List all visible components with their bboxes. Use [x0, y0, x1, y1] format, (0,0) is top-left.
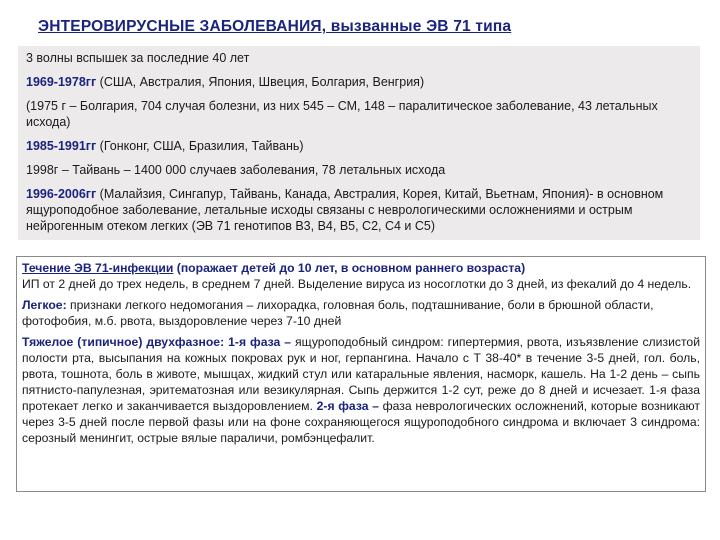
period-1 — [26, 74, 692, 90]
page-title: ЭНТЕРОВИРУСНЫЕ ЗАБОЛЕВАНИЯ, вызванные ЭВ 71 типа — [38, 18, 512, 35]
outbreak-history — [18, 46, 700, 240]
mild-text: признаки легкого недомогания – лихорадка, головная боль, подташнивание, боли в брюшной области, фотофобия, м.б. рвота, выздоровление через 7-10 дней — [22, 298, 654, 328]
period-2 — [26, 138, 692, 154]
period-2-countries: (Гонконг, США, Бразилия, Тайвань) — [96, 139, 304, 153]
taiwan-1998: 1998г – Тайвань – 1400 000 случаев заболевания, 78 летальных исхода — [26, 163, 446, 177]
phase-2-label: 2-я фаза – — [316, 399, 379, 413]
course-heading: Течение ЭВ 71-инфекции — [22, 261, 174, 275]
period-3-years: 1996-2006гг — [26, 187, 97, 201]
period-3-text: (Малайзия, Сингапур, Тайвань, Канада, Австралия, Корея, Китай, Вьетнам, Япония)- в основном ящуроподобное заболевание, летальные исходы связаны с неврологическими осложнениями и острым нейрогенным отеком легких (ЭВ 71 генотипов В3, В4, В5, С2, С4 и С5) — [26, 187, 664, 233]
incubation-text: ИП от 2 дней до трех недель, в среднем 7 дней. Выделение вируса из носоглотки до 3 дней, из фекалий до 4 недель. — [22, 277, 692, 291]
infection-course-box — [16, 256, 706, 492]
waves-text: 3 волны вспышек за последние 40 лет — [26, 51, 250, 65]
course-heading-line — [22, 260, 700, 292]
period-2-years: 1985-1991гг — [26, 139, 97, 153]
mild-label: Легкое: — [22, 298, 67, 312]
period-1-years: 1969-1978гг — [26, 75, 97, 89]
severe-form — [22, 334, 700, 446]
severe-text-2: фаза неврологических осложнений, которые возникают через 3-5 дней после первой фазы или на фоне сохраняющегося ящуроподобного синдрома и включает 3 синдрома: серозный менингит, острые вялые параличи, ромбэнцефалит. — [22, 399, 700, 445]
mild-form — [22, 297, 700, 329]
period-1-countries: (США, Австралия, Япония, Швеция, Болгария, Венгрия) — [96, 75, 425, 89]
severe-label: Тяжелое (типичное) двухфазное: 1-я фаза – — [22, 335, 292, 349]
period-3 — [26, 186, 692, 234]
bulgaria-1975: (1975 г – Болгария, 704 случая болезни, из них 545 – СМ, 148 – паралитическое заболевание, 43 летальных исхода) — [26, 99, 658, 129]
severe-text-1: ящуроподобный синдром: гипертермия, рвота, изъязвление слизистой полости рта, высыпания на кожных покровах рук и ног, герпангина. Начало с Т 38-40* в течение 3-5 дней, гол. боль, рвота, тошнота, боль в животе, мышцах, жидкий стул или катаральные явления, насморк, кашель. На 1-2 день – сыпь пятнисто-папулезная, эритематозная или везикулярная. Сыпь держится 1-2 сут, реже до 8 дней и исчезает. 1-я фаза протекает легко и заканчивается выздоровлением. — [22, 335, 701, 413]
course-heading-note: (поражает детей до 10 лет, в основном раннего возраста) — [173, 261, 526, 275]
